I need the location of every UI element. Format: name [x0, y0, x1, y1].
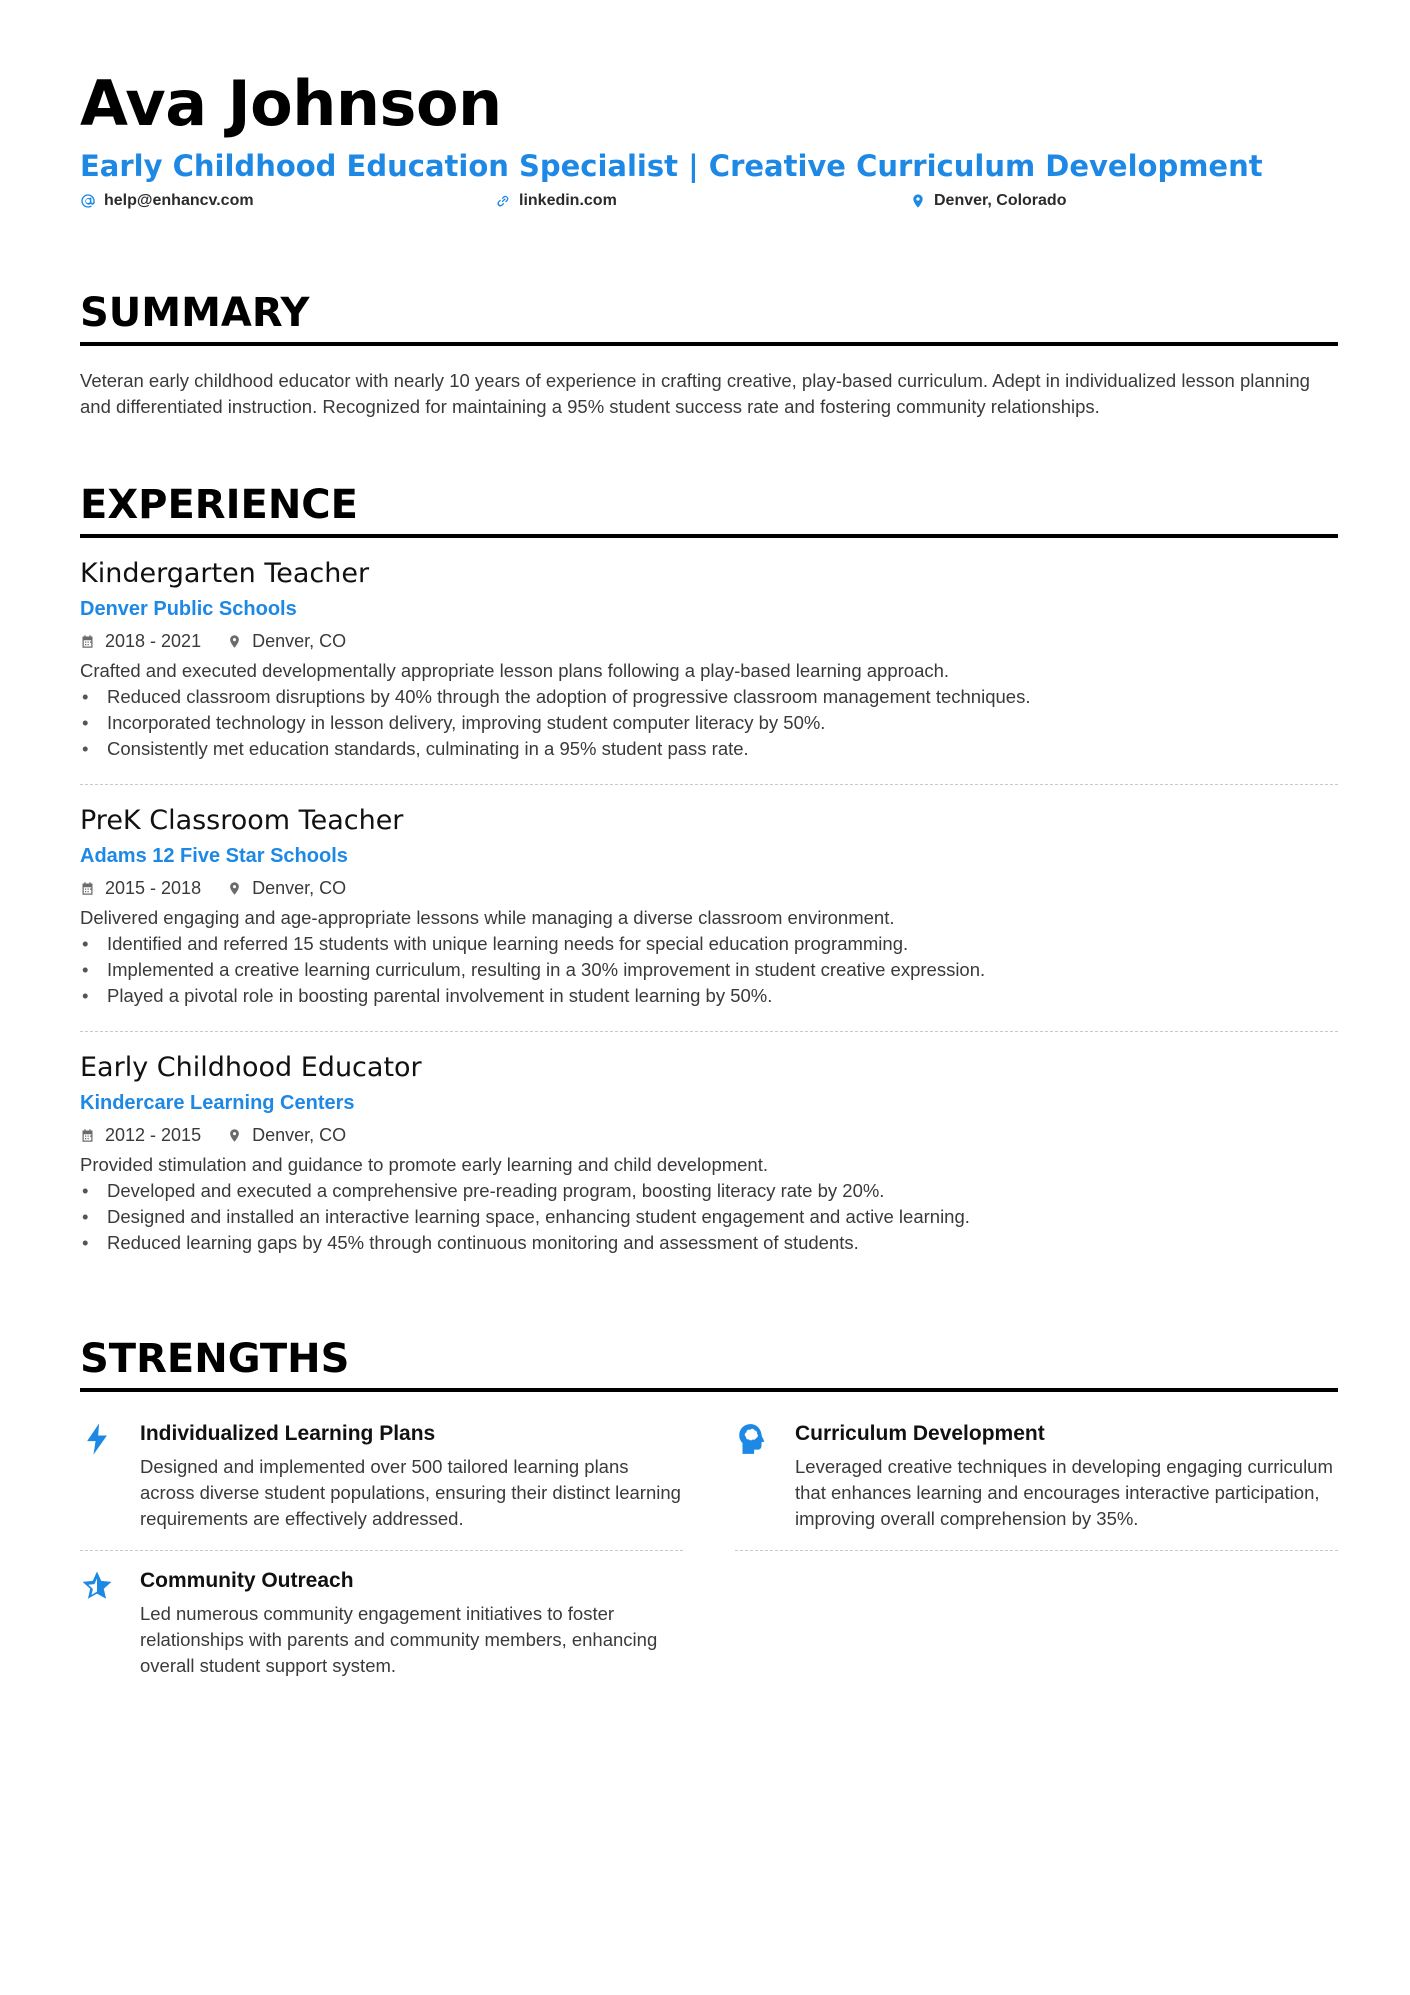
calendar-icon [80, 881, 95, 896]
job-location [227, 873, 346, 903]
summary-text: Veteran early childhood educator with nearly 10 years of experience in crafting creative, play-based curriculum. Adept in individualized lesson planning and differentiated instruction. Recognized for maintaining a 95% student success rate and fostering community relationships. [80, 370, 1310, 417]
experience-entry [80, 538, 1338, 785]
job-dates-text: 2015 - 2018 [105, 878, 202, 898]
contact-email-text: help@enhancv.com [104, 192, 254, 209]
strengths-section [80, 1334, 1338, 1697]
bullet-item: • Designed and installed an interactive learning space, enhancing student engagement and active learning. [80, 1204, 1338, 1230]
job-dates-text: 2012 - 2015 [105, 1125, 202, 1145]
bullet-item: • Identified and referred 15 students with unique learning needs for special education programming. [80, 931, 1338, 957]
link-icon [495, 193, 511, 209]
map-pin-icon [910, 193, 926, 209]
head-brain-icon [735, 1422, 769, 1456]
bullet-item: • Reduced learning gaps by 45% through continuous monitoring and assessment of students. [80, 1230, 1338, 1256]
job-location-text: Denver, CO [252, 1125, 347, 1145]
resume-header [80, 66, 1338, 210]
job-description: Provided stimulation and guidance to promote early learning and child development. [80, 1154, 769, 1175]
bullet-item: • Developed and executed a comprehensive pre-reading program, boosting literacy rate by 20%. [80, 1178, 1338, 1204]
job-bullets [80, 684, 1338, 762]
contact-row [80, 192, 1338, 210]
job-location [227, 626, 346, 656]
contact-location [910, 192, 1066, 210]
job-title: Early Childhood Educator [80, 1052, 422, 1083]
job-dates [80, 873, 201, 903]
company-name: Adams 12 Five Star Schools [80, 845, 348, 867]
contact-linkedin-text: linkedin.com [519, 192, 617, 209]
calendar-icon [80, 634, 95, 649]
strength-title: Community Outreach [140, 1569, 354, 1592]
strengths-grid [80, 1404, 1338, 1697]
calendar-icon [80, 1128, 95, 1143]
at-sign-icon [80, 193, 96, 209]
bullet-item: • Consistently met education standards, culminating in a 95% student pass rate. [80, 736, 1338, 762]
job-description: Crafted and executed developmentally appropriate lesson plans following a play-based learning approach. [80, 660, 950, 681]
candidate-name: Ava Johnson [80, 67, 502, 140]
strength-item [80, 1551, 683, 1697]
strength-description: Led numerous community engagement initiatives to foster relationships with parents and community members, enhancing overall student support system. [140, 1603, 658, 1676]
candidate-headline: Early Childhood Education Specialist | Creative Curriculum Development [80, 149, 1263, 183]
summary-title: SUMMARY [80, 288, 1338, 346]
job-title: Kindergarten Teacher [80, 558, 370, 589]
bullet-item: • Incorporated technology in lesson delivery, improving student computer literacy by 50%. [80, 710, 1338, 736]
star-icon [80, 1569, 114, 1603]
lightning-bolt-icon [80, 1422, 114, 1456]
experience-entry [80, 1032, 1338, 1278]
contact-location-text: Denver, Colorado [934, 192, 1067, 209]
job-meta [80, 1120, 1338, 1150]
job-bullets [80, 931, 1338, 1009]
experience-entry [80, 785, 1338, 1032]
job-title: PreK Classroom Teacher [80, 805, 404, 836]
strength-item [735, 1404, 1338, 1551]
contact-linkedin[interactable] [495, 192, 910, 210]
bullet-item: • Implemented a creative learning curriculum, resulting in a 30% improvement in student creative expression. [80, 957, 1338, 983]
job-meta [80, 626, 1338, 656]
job-dates [80, 626, 201, 656]
job-location [227, 1120, 346, 1150]
contact-email[interactable] [80, 192, 495, 210]
experience-title: EXPERIENCE [80, 480, 1338, 538]
job-bullets [80, 1178, 1338, 1256]
bullet-item: • Played a pivotal role in boosting parental involvement in student learning by 50%. [80, 983, 1338, 1009]
job-meta [80, 873, 1338, 903]
bullet-item: • Reduced classroom disruptions by 40% through the adoption of progressive classroom management techniques. [80, 684, 1338, 710]
job-location-text: Denver, CO [252, 631, 347, 651]
job-dates [80, 1120, 201, 1150]
strengths-title: STRENGTHS [80, 1334, 1338, 1392]
map-pin-icon [227, 1128, 242, 1143]
job-description: Delivered engaging and age-appropriate lessons while managing a diverse classroom environment. [80, 907, 895, 928]
strength-title: Curriculum Development [795, 1422, 1045, 1445]
strength-description: Leveraged creative techniques in developing engaging curriculum that enhances learning and encourages interactive participation, improving overall comprehension by 35%. [795, 1456, 1333, 1529]
strength-description: Designed and implemented over 500 tailored learning plans across diverse student populations, ensuring their distinct learning requirements are effectively addressed. [140, 1456, 681, 1529]
summary-section [80, 288, 1338, 420]
company-name: Denver Public Schools [80, 598, 297, 620]
job-location-text: Denver, CO [252, 878, 347, 898]
job-dates-text: 2018 - 2021 [105, 631, 202, 651]
company-name: Kindercare Learning Centers [80, 1092, 355, 1114]
map-pin-icon [227, 881, 242, 896]
map-pin-icon [227, 634, 242, 649]
resume-page [80, 66, 1338, 1697]
strength-title: Individualized Learning Plans [140, 1422, 436, 1445]
experience-section [80, 480, 1338, 1278]
strength-item [80, 1404, 683, 1551]
